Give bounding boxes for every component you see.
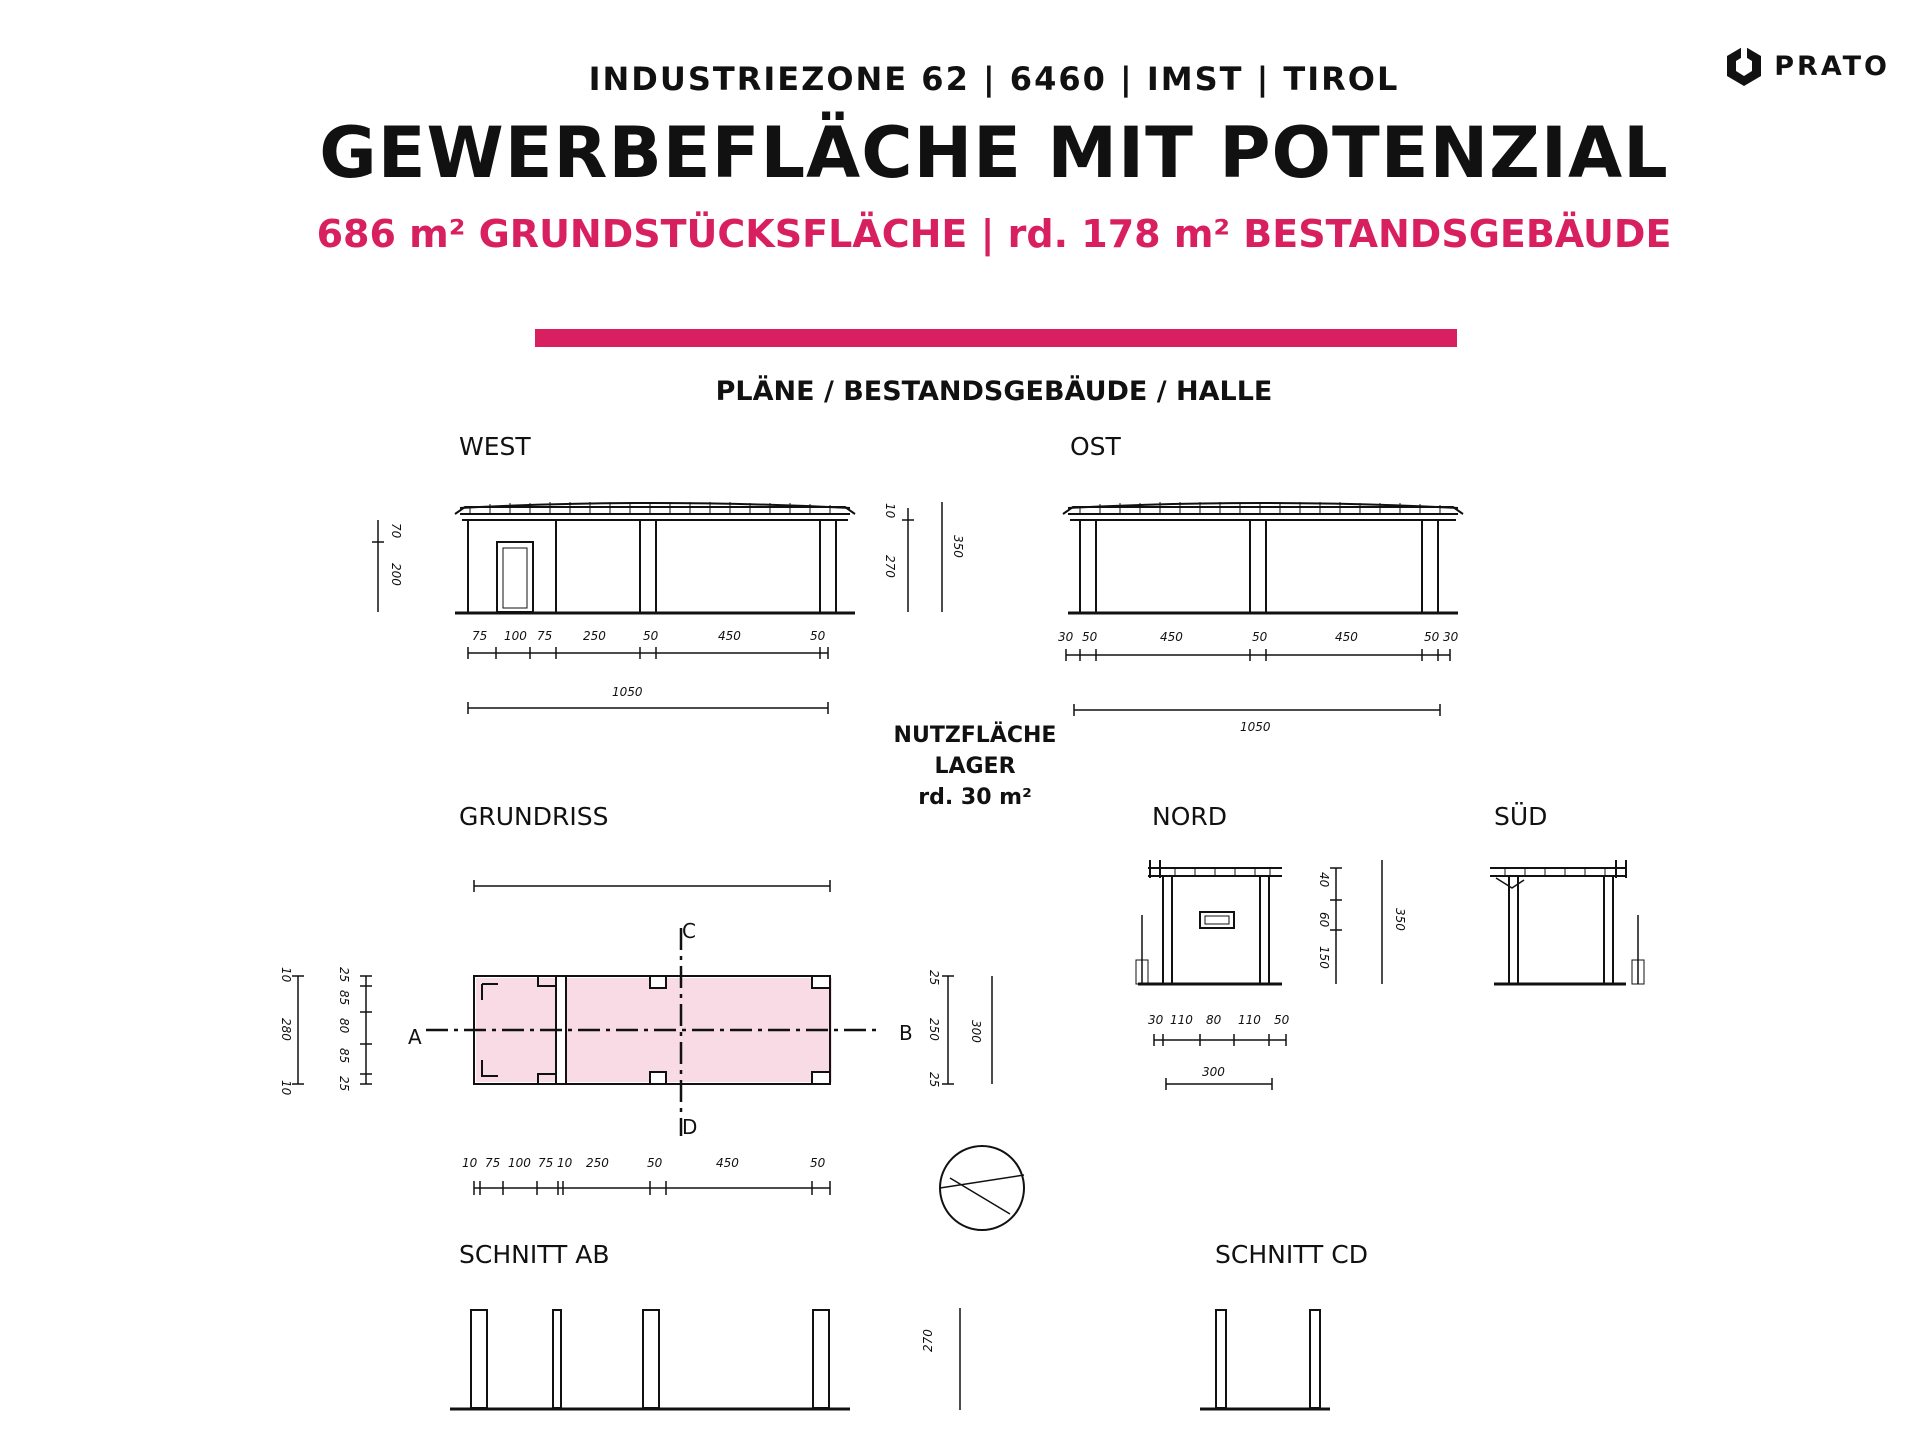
area-subtitle: 686 m² GRUNDSTÜCKSFLÄCHE | rd. 178 m² BESTANDSGEBÄUDE xyxy=(316,212,1672,256)
view-label-west: WEST xyxy=(459,432,531,461)
view-label-sued: SÜD xyxy=(1494,802,1548,831)
dim-label: 25 xyxy=(337,1076,351,1092)
dim-label: 85 xyxy=(337,990,351,1006)
dim-label: 100 xyxy=(508,1156,531,1170)
dim-label: 110 xyxy=(1170,1013,1193,1027)
brand-name: PRATO xyxy=(1774,50,1890,82)
page-title: GEWERBEFLÄCHE MIT POTENZIAL xyxy=(319,112,1669,194)
dim-label: 85 xyxy=(337,1048,351,1064)
ost-elevation xyxy=(1063,502,1463,716)
dim-label: 75 xyxy=(472,629,488,643)
dim-label: 30 xyxy=(1148,1013,1164,1027)
section-marker-a: A xyxy=(408,1025,422,1049)
schnitt-dimension-labels xyxy=(921,1329,935,1352)
dim-label: 40 xyxy=(1317,872,1331,888)
section-title: PLÄNE / BESTANDSGEBÄUDE / HALLE xyxy=(715,376,1273,407)
dim-label: 10 xyxy=(279,1080,293,1096)
section-marker-c: C xyxy=(682,919,696,943)
view-label-schnitt-ab: SCHNITT AB xyxy=(459,1240,610,1269)
ost-dimension-labels xyxy=(1058,630,1459,734)
dim-label: 150 xyxy=(1317,946,1331,969)
schnitt-ab-section xyxy=(450,1308,960,1410)
section-marker-b: B xyxy=(899,1021,913,1045)
dim-label: 10 xyxy=(279,967,293,983)
dim-label: 50 xyxy=(1082,630,1098,644)
dim-label: 350 xyxy=(951,535,965,558)
dim-label: 300 xyxy=(969,1020,983,1043)
dim-label: 1050 xyxy=(1240,720,1271,734)
dim-label: 80 xyxy=(337,1018,351,1034)
west-dimension-labels xyxy=(389,503,965,699)
grundriss-plan xyxy=(292,880,992,1195)
dim-label: 50 xyxy=(1424,630,1440,644)
sued-elevation xyxy=(1490,860,1644,984)
dim-label: 75 xyxy=(537,629,553,643)
view-label-grundriss: GRUNDRISS xyxy=(459,802,609,831)
dim-label: 30 xyxy=(1058,630,1074,644)
north-arrow-icon xyxy=(940,1146,1024,1230)
dim-label: 250 xyxy=(586,1156,609,1170)
dim-label: 10 xyxy=(557,1156,573,1170)
dim-label: 60 xyxy=(1317,912,1331,928)
dim-label: 70 xyxy=(389,523,403,539)
dim-label: 450 xyxy=(1160,630,1183,644)
usage-note-line2: LAGER xyxy=(934,754,1016,779)
dim-label: 10 xyxy=(883,503,897,519)
dim-label: 50 xyxy=(810,1156,826,1170)
schnitt-cd-section xyxy=(1200,1310,1330,1409)
nord-elevation xyxy=(1136,860,1382,1090)
nord-dimension-labels xyxy=(1148,872,1407,1079)
view-label-schnitt-cd: SCHNITT CD xyxy=(1215,1240,1368,1269)
dim-label: 50 xyxy=(1274,1013,1290,1027)
dim-label: 450 xyxy=(1335,630,1358,644)
dim-label: 10 xyxy=(462,1156,478,1170)
dim-label: 250 xyxy=(927,1018,941,1041)
dim-label: 50 xyxy=(1252,630,1268,644)
dim-label: 350 xyxy=(1393,908,1407,931)
dim-label: 25 xyxy=(337,967,351,983)
dim-label: 110 xyxy=(1238,1013,1261,1027)
dim-label: 50 xyxy=(810,629,826,643)
view-label-nord: NORD xyxy=(1152,802,1227,831)
dim-label: 80 xyxy=(1206,1013,1222,1027)
dim-label: 270 xyxy=(921,1329,935,1352)
dim-label: 100 xyxy=(504,629,527,643)
dim-label: 30 xyxy=(1443,630,1459,644)
usage-note-line3: rd. 30 m² xyxy=(918,785,1032,810)
dim-label: 75 xyxy=(538,1156,554,1170)
section-marker-d: D xyxy=(682,1115,698,1139)
dim-label: 25 xyxy=(927,970,941,986)
dim-label: 450 xyxy=(716,1156,739,1170)
dim-label: 200 xyxy=(389,563,403,586)
usage-note-line1: NUTZFLÄCHE xyxy=(893,723,1057,748)
dim-label: 1050 xyxy=(612,685,643,699)
dim-label: 75 xyxy=(485,1156,501,1170)
dim-label: 250 xyxy=(583,629,606,643)
dim-label: 450 xyxy=(718,629,741,643)
dim-label: 300 xyxy=(1202,1065,1225,1079)
location-line: INDUSTRIEZONE 62 | 6460 | IMST | TIROL xyxy=(588,60,1400,98)
dim-label: 25 xyxy=(927,1072,941,1088)
view-label-ost: OST xyxy=(1070,432,1121,461)
dim-label: 270 xyxy=(883,555,897,578)
dim-label: 50 xyxy=(643,629,659,643)
west-elevation xyxy=(372,502,942,714)
dim-label: 50 xyxy=(647,1156,663,1170)
dim-label: 280 xyxy=(279,1018,293,1041)
